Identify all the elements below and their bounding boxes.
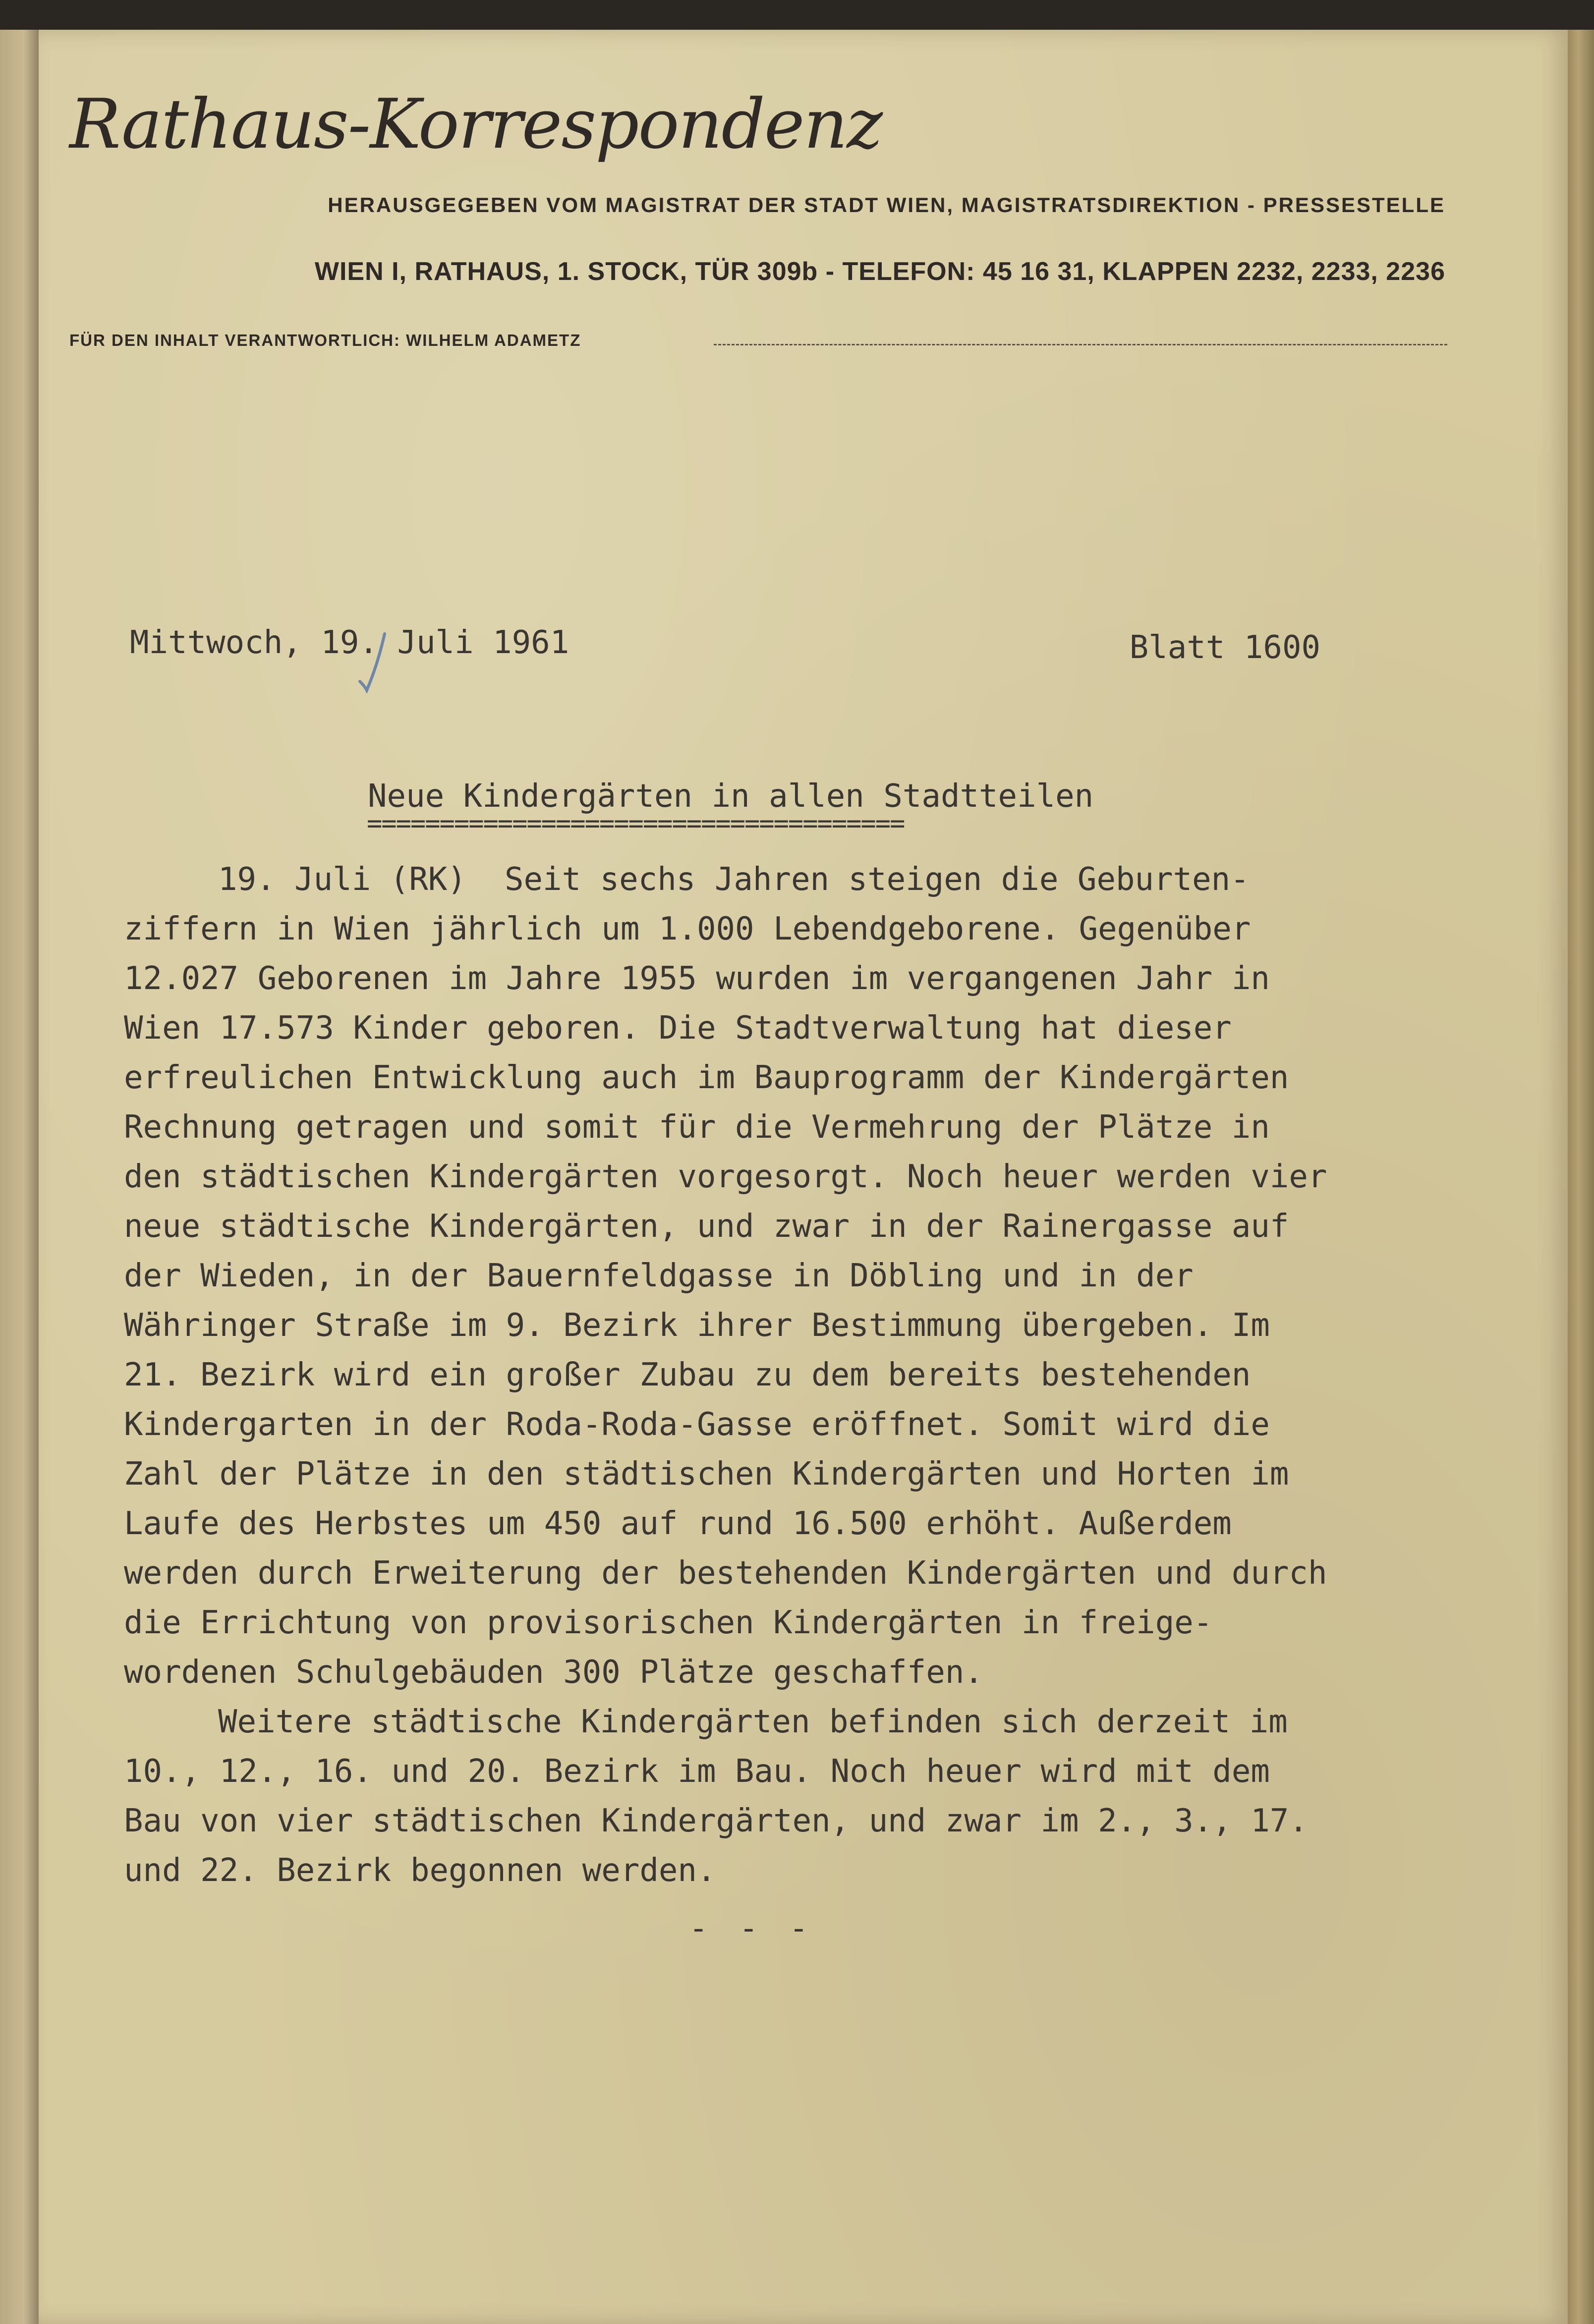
text-line: Zahl der Plätze in den städtischen Kindergärten und Horten im (124, 1456, 1289, 1493)
text-line: 12.027 Geborenen im Jahre 1955 wurden im vergangenen Jahr in (124, 960, 1270, 997)
article-title: Neue Kindergärten in allen Stadtteilen (368, 778, 1094, 815)
text-line: erfreulichen Entwicklung auch im Bauprogramm der Kindergärten (124, 1059, 1289, 1096)
text-line: neue städtische Kindergärten, und zwar in der Rainergasse auf (124, 1208, 1289, 1245)
masthead-title: Rathaus-Korrespondenz (69, 84, 882, 164)
paragraph-1 (124, 855, 1393, 1697)
text-line: 10., 12., 16. und 20. Bezirk im Bau. Noch heuer wird mit dem (124, 1753, 1270, 1790)
text-line: Bau von vier städtischen Kindergärten, und zwar im 2., 3., 17. (124, 1803, 1308, 1839)
text-line: Kindergarten in der Roda-Roda-Gasse eröffnet. Somit wird die (124, 1406, 1270, 1443)
text-line: 21. Bezirk wird ein großer Zubau zu dem bereits bestehenden (124, 1357, 1251, 1393)
title-underline: ===================================== (367, 809, 905, 838)
text-line: werden durch Erweiterung der bestehenden Kindergärten und durch (124, 1555, 1327, 1592)
text-line: Laufe des Herbstes um 450 auf rund 16.500 erhöht. Außerdem (124, 1505, 1232, 1542)
text-line: Wien 17.573 Kinder geboren. Die Stadtverwaltung hat dieser (124, 1010, 1232, 1047)
page-stack-edge (1568, 30, 1594, 2324)
responsible-editor-line: FÜR DEN INHALT VERANTWORTLICH: WILHELM ADAMETZ (69, 331, 581, 349)
text-line: und 22. Bezirk begonnen werden. (124, 1852, 716, 1889)
paragraph-2 (124, 1697, 1393, 1895)
text-line: Währinger Straße im 9. Bezirk ihrer Bestimmung übergeben. Im (124, 1307, 1270, 1344)
text-line: den städtischen Kindergärten vorgesorgt. Noch heuer werden vier (124, 1159, 1327, 1195)
text-line: die Errichtung von provisorischen Kindergärten in freige- (124, 1605, 1213, 1641)
handwritten-check-mark-icon (356, 632, 391, 696)
address-line: WIEN I, RATHAUS, 1. STOCK, TÜR 309b - TELEFON: 45 16 31, KLAPPEN 2232, 2233, 2236 (314, 257, 1445, 286)
text-line: ziffern in Wien jährlich um 1.000 Lebendgeborene. Gegenüber (124, 911, 1251, 947)
text-line: Weitere städtische Kindergärten befinden sich derzeit im (218, 1704, 1288, 1740)
sheet-number: Blatt 1600 (1129, 629, 1320, 666)
publisher-line: HERAUSGEGEBEN VOM MAGISTRAT DER STADT WIEN, MAGISTRATSDIREKTION - PRESSESTELLE (328, 193, 1445, 217)
date-line: Mittwoch, 19. Juli 1961 (130, 624, 569, 661)
adjacent-page-edge (0, 30, 40, 2324)
text-line: der Wieden, in der Bauernfeldgasse in Döbling und in der (124, 1258, 1194, 1294)
text-line: Rechnung getragen und somit für die Vermehrung der Plätze in (124, 1109, 1270, 1146)
article-body (124, 855, 1393, 1895)
header-rule (714, 344, 1447, 345)
end-of-article-mark: - - - (689, 1910, 814, 1947)
text-line: wordenen Schulgebäuden 300 Plätze geschaffen. (124, 1654, 983, 1691)
text-line: 19. Juli (RK) Seit sechs Jahren steigen die Geburten- (218, 861, 1250, 898)
